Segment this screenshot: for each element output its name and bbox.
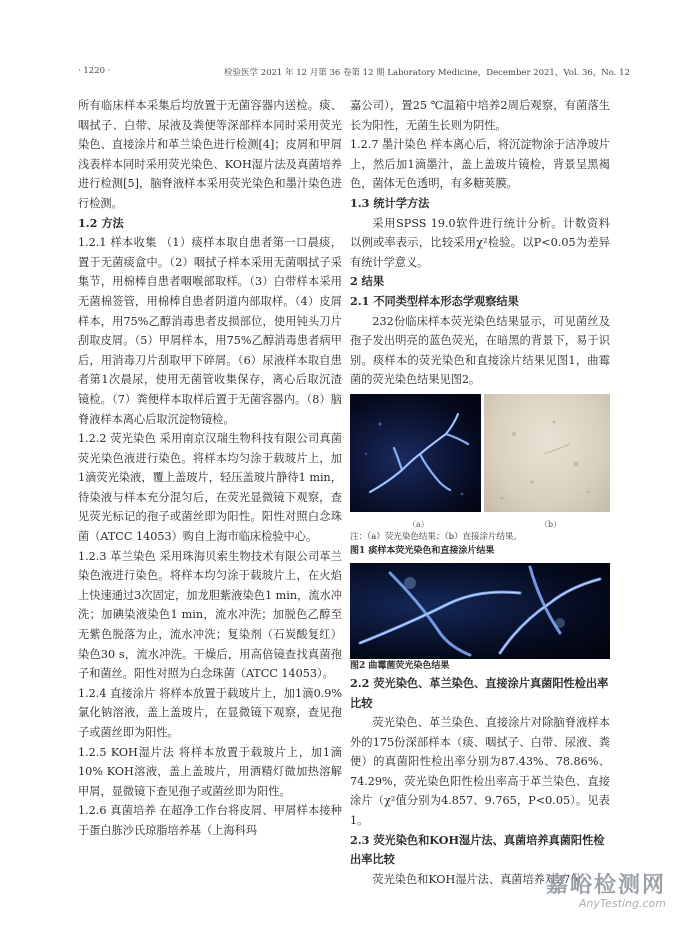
direct-smear-drawing — [484, 394, 610, 512]
right-column — [350, 96, 610, 889]
figure-1-note: 注：（a）荧光染色结果；（b）直接涂片结果。 — [350, 531, 523, 542]
heading-2-3: 2.3 荧光染色和KOH湿片法、真菌培养真菌阳性检出率比较 — [350, 832, 605, 867]
paragraph-1-2-5: 1.2.5 KOH湿片法 将样本放置于载玻片上，加1滴10% KOH溶液，盖上盖玻片，用酒精灯微加热溶解甲屑，显微镜下查见孢子或菌丝即为阳性。 — [78, 745, 342, 798]
paragraph-1-2-7: 1.2.7 墨汁染色 样本离心后，将沉淀物涂于洁净玻片上，然后加1滴墨汁，盖上盖玻片镜检，背景呈黑褐色，菌体无色透明，有多糖荚膜。 — [350, 138, 610, 191]
paragraph-2-1: 232份临床样本荧光染色结果显示，可见菌丝及孢子发出明亮的蓝色荧光，在暗黑的背景下，易于识别。痰样本的荧光染色和直接涂片结果见图1，曲霉菌的荧光染色结果见图2。 — [350, 314, 610, 387]
heading-2-2: 2.2 荧光染色、革兰染色、直接涂片真菌阳性检出率比较 — [350, 675, 609, 710]
paragraph-culture-cont: 嘉公司），置25 ℃温箱中培养2周后观察，有菌落生长为阳性，无菌生长则为阴性。 — [350, 99, 610, 132]
heading-results: 2 结果 — [350, 274, 385, 289]
paragraph-2-2: 荧光染色、革兰染色、直接涂片对除脑脊液样本外的175份深部样本（痰、咽拭子、白带、尿液、粪便）的真菌阳性检出率分别为87.43%、78.86%、74.29%，荧光染色阳性检出率高于革兰染色、直接涂片（χ²值分别为4.857、9.765，P<0.05）。见表1。 — [350, 716, 610, 828]
heading-methods: 1.2 方法 — [78, 215, 124, 230]
journal-running-title: 检验医学 2021 年 12 月第 36 卷第 12 期 Laboratory Medicine，December 2021，Vol. 36，No. 12 — [224, 68, 630, 78]
figure-1 — [350, 394, 610, 530]
site-watermark — [506, 868, 666, 910]
heading-statistics: 1.3 统计学方法 — [350, 195, 430, 210]
figure-1-caption: 图1 痰样本荧光染色和直接涂片结果 — [350, 545, 495, 556]
watermark-english-text: AnyTesting.com — [578, 897, 666, 910]
figure-1b-label: （b） — [540, 519, 562, 529]
watermark-chinese-text: 嘉峪检测网 — [545, 873, 666, 898]
fluorescent-hyphae-drawing — [350, 394, 481, 512]
paragraph-1-2-6: 1.2.6 真菌培养 在超净工作台将皮屑、甲屑样本接种于蛋白胨沙氏琼脂培养基（上海科玛 — [78, 804, 342, 837]
heading-2-1: 2.1 不同类型样本形态学观察结果 — [350, 293, 519, 308]
aspergillus-hyphae-drawing — [350, 563, 610, 659]
paragraph-2-3: 荧光染色和KOH湿片法、真菌培养对27份 — [372, 872, 582, 886]
figure-1b-direct-smear-image — [484, 394, 610, 512]
paragraph-1-2-4: 1.2.4 直接涂片 将样本放置于载玻片上，加1滴0.9%氯化钠溶液，盖上盖玻片，在显微镜下观察，查见孢子或菌丝即为阳性。 — [78, 686, 342, 739]
paragraph-1-2-2: 1.2.2 荧光染色 采用南京汉瑞生物科技有限公司真菌荧光染色液进行染色。将样本均匀涂于载玻片上，加1滴荧光染液，覆上盖玻片，轻压盖玻片静待1 min，待染液与样本充分混匀后，在荧光显微镜下观察，查见荧光标记的孢子或菌丝即为阳性。阳性对照白念珠菌（ATCC 14053）购自上海市临床检验中心。 — [78, 432, 342, 544]
left-column — [78, 96, 342, 841]
figure-1a-fluorescence-image — [350, 394, 481, 512]
running-header — [0, 66, 680, 82]
paragraph-1-3: 采用SPSS 19.0软件进行统计分析。计数资料以例或率表示，比较采用χ²检验。以P<0.05为差异有统计学意义。 — [350, 216, 610, 269]
paragraph-sample-collection-cont: 所有临床样本采集后均放置于无菌容器内送检。痰、咽拭子、白带、尿液及粪便等深部样本同时采用荧光染色、直接涂片和革兰染色进行检测[4]；皮屑和甲屑浅表样本同时采用荧光染色、KOH湿片法及真菌培养进行检测[5]，脑脊液样本采用荧光染色和墨汁染色进行检测。 — [78, 99, 342, 210]
paragraph-1-2-3: 1.2.3 革兰染色 采用珠海贝索生物技术有限公司革兰染色液进行染色。将样本均匀涂于载玻片上，在火焰上快速通过3次固定，加龙胆紫液染色1 min，流水冲洗；加碘染液染色1 min，流水冲洗；加脱色乙醇至无紫色脱落为止，流水冲洗；复染剂（石炭酸复红）染色30 s，流水冲洗。干燥后，用高倍镜查找真菌孢子和菌丝。阳性对照为白念珠菌（ATCC 14053）。 — [78, 549, 342, 681]
figure-2-caption: 图2 曲霉菌荧光染色结果 — [350, 660, 450, 671]
page-number: · 1220 · — [78, 66, 111, 76]
figure-1a-label: （a） — [408, 519, 429, 529]
figure-2-fluorescence-image — [350, 563, 610, 659]
paragraph-1-2-1: 1.2.1 样本收集 （1）痰样本取自患者第一口晨痰，置于无菌痰盒中。（2）咽拭子样本采用无菌咽拭子采集节，用棉棒自患者咽喉部取样。（3）白带样本采用无菌棉签管，用棉棒自患者阴道内部取样。（4）皮屑样本，用75%乙醇消毒患者皮损部位，使用钝头刀片刮取皮屑。（5）甲屑样本，用75%乙醇消毒患者病甲后，用消毒刀片刮取甲下碎屑。（6）尿液样本取自患者第1次晨尿，使用无菌管收集保存，离心后取沉渣镜检。（7）粪便样本取样后置于无菌容器内。（8）脑脊液样本离心后取沉淀物镜检。 — [78, 236, 342, 426]
